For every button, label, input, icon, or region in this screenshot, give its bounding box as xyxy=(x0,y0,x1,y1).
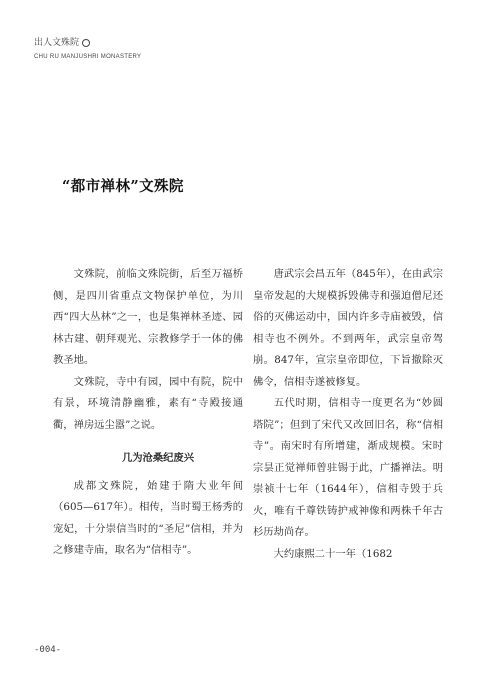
right-column xyxy=(253,264,443,565)
running-header-chinese xyxy=(34,37,90,49)
running-header xyxy=(34,37,90,49)
paragraph: 文殊院，寺中有园，园中有院，院中有景，环境清静幽雅，素有“寺殿接通衢，禅房远尘嚣”之说。 xyxy=(53,375,243,431)
paragraph: 成都文殊院，始建于隋大业年间（605—617年）。相传，当时蜀王杨秀的宠妃，十分崇信当时的“圣尼”信相，并为之修建寺庙，取名为“信相寺”。 xyxy=(53,479,243,556)
paragraph: 文殊院，前临文殊院街，后至万福桥侧，是四川省重点文物保护单位，为川西“四大丛林”之一，也是集禅林圣迹、园林古建、朝拜观光、宗教修学于一体的佛教圣地。 xyxy=(53,268,243,366)
paragraph: 大约康熙二十一年（1682 xyxy=(273,547,393,560)
paragraph: 唐武宗会昌五年（845年），在由武宗皇帝发起的大规模拆毁佛寺和强迫僧尼还俗的灭佛运动中，国内许多寺庙被毁，信相寺也不例外。不到两年，武宗皇帝驾崩。847年，宣宗皇帝即位，下旨撤除灭佛令，信相寺遂被修复。 xyxy=(253,268,443,388)
page-number: -004- xyxy=(34,645,62,655)
circle-icon xyxy=(82,39,90,47)
section-heading: 几为沧桑纪废兴 xyxy=(121,452,195,464)
paragraph: 五代时期，信相寺一度更名为“妙圆塔院”；但到了宋代又改回旧名，称“信相寺”。南宋时有所增建，渐成规模。宋时宗昙正觉禅师曾驻锡于此，广播禅法。明崇祯十七年（1644年），信相寺毁于兵火，唯有千尊铁铸护戒神像和两株千年古杉历劫尚存。 xyxy=(253,397,443,538)
running-header-english: CHU RU MANJUSHRI MONASTERY xyxy=(34,54,142,60)
page-title: “都市禅林”文殊院 xyxy=(62,178,184,195)
running-header-text: 出人文殊院 xyxy=(34,38,80,48)
left-column xyxy=(53,264,243,562)
